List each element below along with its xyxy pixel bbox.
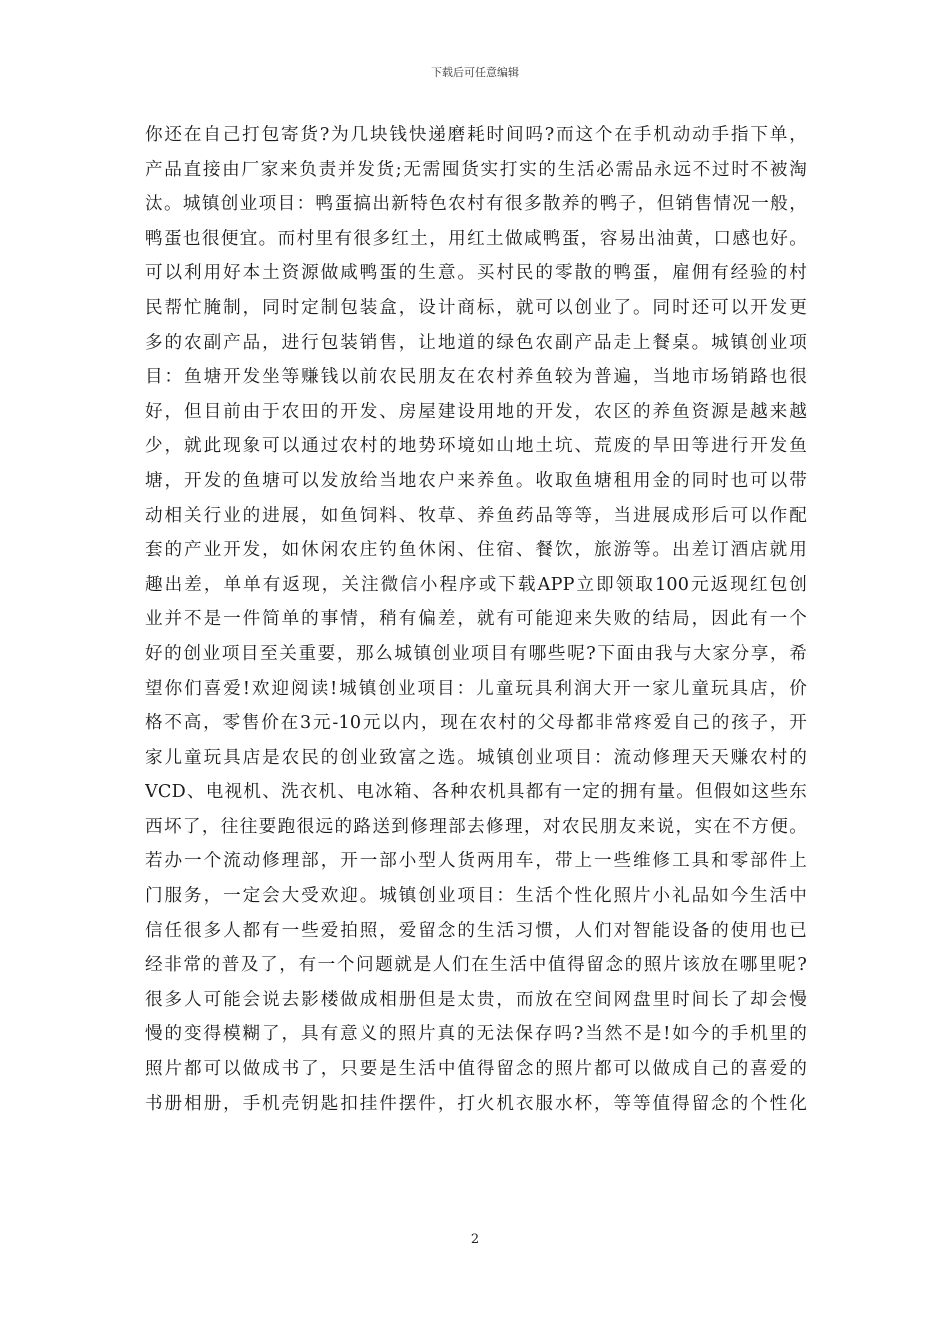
text-line: 照片都可以做成书了，只要是生活中值得留念的照片都可以做成自己的喜爱的 <box>145 1059 807 1080</box>
text-line: 书册相册，手机壳钥匙扣挂件摆件，打火机衣服水杯，等等值得留念的个性化 <box>145 1093 807 1114</box>
text-line: 信任很多人都有一些爱拍照，爱留念的生活习惯，人们对智能设备的使用也已 <box>145 920 807 941</box>
page-number: 2 <box>470 1232 480 1247</box>
text-line: 好，但目前由于农田的开发、房屋建设用地的开发，农区的养鱼资源是越来越 <box>145 401 807 422</box>
text-line: 动相关行业的进展，如鱼饲料、牧草、养鱼药品等等，当进展成形后可以作配 <box>145 505 807 526</box>
text-line: 塘，开发的鱼塘可以发放给当地农户来养鱼。收取鱼塘租用金的同时也可以带 <box>145 470 807 491</box>
text-line: 若办一个流动修理部，开一部小型人货两用车，带上一些维修工具和零部件上 <box>145 851 807 872</box>
text-line: 格不高，零售价在3元-10元以内，现在农村的父母都非常疼爱自己的孩子，开 <box>145 713 807 734</box>
text-line: 望你们喜爱!欢迎阅读!城镇创业项目：儿童玩具利润大开一家儿童玩具店，价 <box>145 678 807 699</box>
text-line: 少，就此现象可以通过农村的地势环境如山地土坑、荒废的旱田等进行开发鱼 <box>145 436 807 457</box>
text-line: 民帮忙腌制，同时定制包装盒，设计商标，就可以创业了。同时还可以开发更 <box>145 297 807 318</box>
text-line: 慢的变得模糊了，具有意义的照片真的无法保存吗?当然不是!如今的手机里的 <box>145 1024 807 1045</box>
text-line: 好的创业项目至关重要，那么城镇创业项目有哪些呢?下面由我与大家分享，希 <box>145 643 807 664</box>
text-line: 鸭蛋也很便宜。而村里有很多红土，用红土做咸鸭蛋，容易出油黄，口感也好。 <box>145 228 807 249</box>
text-line: 业并不是一件简单的事情，稍有偏差，就有可能迎来失败的结局，因此有一个 <box>145 609 807 630</box>
text-line: 可以利用好本土资源做咸鸭蛋的生意。买村民的零散的鸭蛋，雇佣有经验的村 <box>145 263 807 284</box>
page-header: 下载后可任意编辑 <box>431 66 519 79</box>
text-line: 目：鱼塘开发坐等赚钱以前农民朋友在农村养鱼较为普遍，当地市场销路也很 <box>145 367 807 388</box>
body-text <box>145 118 807 1121</box>
text-line: 你还在自己打包寄货?为几块钱快递磨耗时间吗?而这个在手机动动手指下单， <box>145 125 807 145</box>
text-line: 经非常的普及了，有一个问题就是人们在生活中值得留念的照片该放在哪里呢? <box>145 955 807 976</box>
text-line: 套的产业开发，如休闲农庄钓鱼休闲、住宿、餐饮，旅游等。出差订酒店就用 <box>145 540 807 561</box>
text-line: 很多人可能会说去影楼做成相册但是太贵，而放在空间网盘里时间长了却会慢 <box>145 989 807 1010</box>
text-line: 西坏了，往往要跑很远的路送到修理部去修理，对农民朋友来说，实在不方便。 <box>145 816 807 837</box>
text-line: 汰。城镇创业项目：鸭蛋搞出新特色农村有很多散养的鸭子，但销售情况一般， <box>145 194 807 215</box>
text-line: 家儿童玩具店是农民的创业致富之选。城镇创业项目：流动修理天天赚农村的 <box>145 747 807 768</box>
text-line: VCD、电视机、洗衣机、电冰箱、各种农机具都有一定的拥有量。但假如这些东 <box>145 782 807 803</box>
text-line: 门服务，一定会大受欢迎。城镇创业项目：生活个性化照片小礼品如今生活中 <box>145 886 807 907</box>
text-line: 趣出差，单单有返现，关注微信小程序或下载APP立即领取100元返现红包创 <box>145 574 807 595</box>
text-line: 产品直接由厂家来负责并发货;无需囤货实打实的生活必需品永远不过时不被淘 <box>145 159 807 180</box>
text-line: 多的农副产品，进行包装销售，让地道的绿色农副产品走上餐桌。城镇创业项 <box>145 332 807 353</box>
